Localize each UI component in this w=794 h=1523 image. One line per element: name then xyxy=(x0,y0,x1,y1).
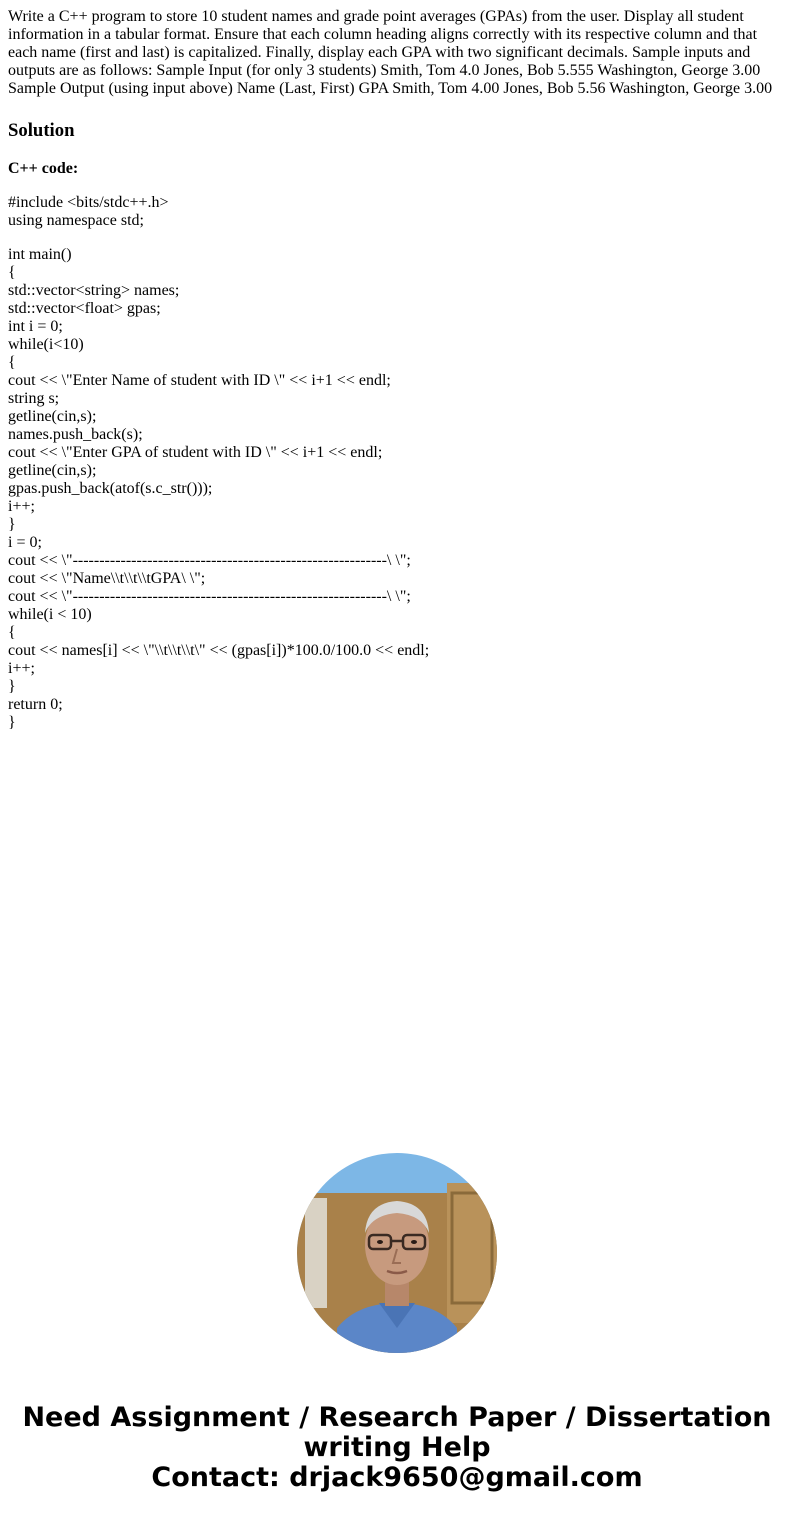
code-line: cout << names[i] << \"\\t\\t\\t\" << (gpas[i])*100.0/100.0 << endl; xyxy=(8,642,430,659)
code-line: } xyxy=(8,678,16,695)
code-block xyxy=(8,194,786,732)
code-line: { xyxy=(8,624,16,641)
code-line: names.push_back(s); xyxy=(8,426,143,443)
code-label: C++ code: xyxy=(8,160,79,177)
code-line: i++; xyxy=(8,660,35,677)
code-line: { xyxy=(8,354,16,371)
code-line: cout << \"-----------------------------------------------------------\ \"; xyxy=(8,588,411,605)
code-line: cout << \"Enter GPA of student with ID \" << i+1 << endl; xyxy=(8,444,383,461)
code-line: } xyxy=(8,714,16,731)
question-text: Write a C++ program to store 10 student names and grade point averages (GPAs) from the user. Display all student information in a tabular format. Ensure that each column heading aligns correctly with its respective column and that each name (first and last) is capitalized. Finally, display each GPA with two significant decimals. Sample inputs and outputs are as follows: Sample Input (for only 3 students) Smith, Tom 4.0 Jones, Bob 5.555 Washington, George 3.00 Sample Output (using input above) Name (Last, First) GPA Smith, Tom 4.00 Jones, Bob 5.56 Washington, George 3.00 xyxy=(8,8,773,97)
code-line: return 0; xyxy=(8,696,63,713)
code-line: i++; xyxy=(8,498,35,515)
code-line: cout << \"Enter Name of student with ID \" << i+1 << endl; xyxy=(8,372,391,389)
code-line: int main() xyxy=(8,246,72,263)
document-content xyxy=(8,8,786,732)
promo-banner xyxy=(0,1403,794,1493)
code-line: while(i < 10) xyxy=(8,606,92,623)
code-line: { xyxy=(8,264,16,281)
code-line: getline(cin,s); xyxy=(8,408,97,425)
code-line: using namespace std; xyxy=(8,212,144,229)
code-line: cout << \"-----------------------------------------------------------\ \"; xyxy=(8,552,411,569)
person-portrait-icon xyxy=(297,1153,497,1353)
code-line: i = 0; xyxy=(8,534,42,551)
code-line: } xyxy=(8,516,16,533)
promo-line-2: writing Help xyxy=(303,1432,491,1463)
code-line: std::vector<string> names; xyxy=(8,282,180,299)
code-line: string s; xyxy=(8,390,60,407)
code-line: cout << \"Name\\t\\t\\tGPA\ \"; xyxy=(8,570,206,587)
promo-line-1: Need Assignment / Research Paper / Dissertation xyxy=(22,1402,772,1433)
code-line xyxy=(8,230,786,246)
solution-heading: Solution xyxy=(8,120,75,141)
code-line: std::vector<float> gpas; xyxy=(8,300,161,317)
code-line: int i = 0; xyxy=(8,318,63,335)
code-line: #include <bits/stdc++.h> xyxy=(8,194,169,211)
code-line: while(i<10) xyxy=(8,336,84,353)
promo-contact: Contact: drjack9650@gmail.com xyxy=(151,1462,643,1493)
code-line: getline(cin,s); xyxy=(8,462,97,479)
code-line: gpas.push_back(atof(s.c_str())); xyxy=(8,480,213,497)
author-avatar xyxy=(297,1153,497,1353)
